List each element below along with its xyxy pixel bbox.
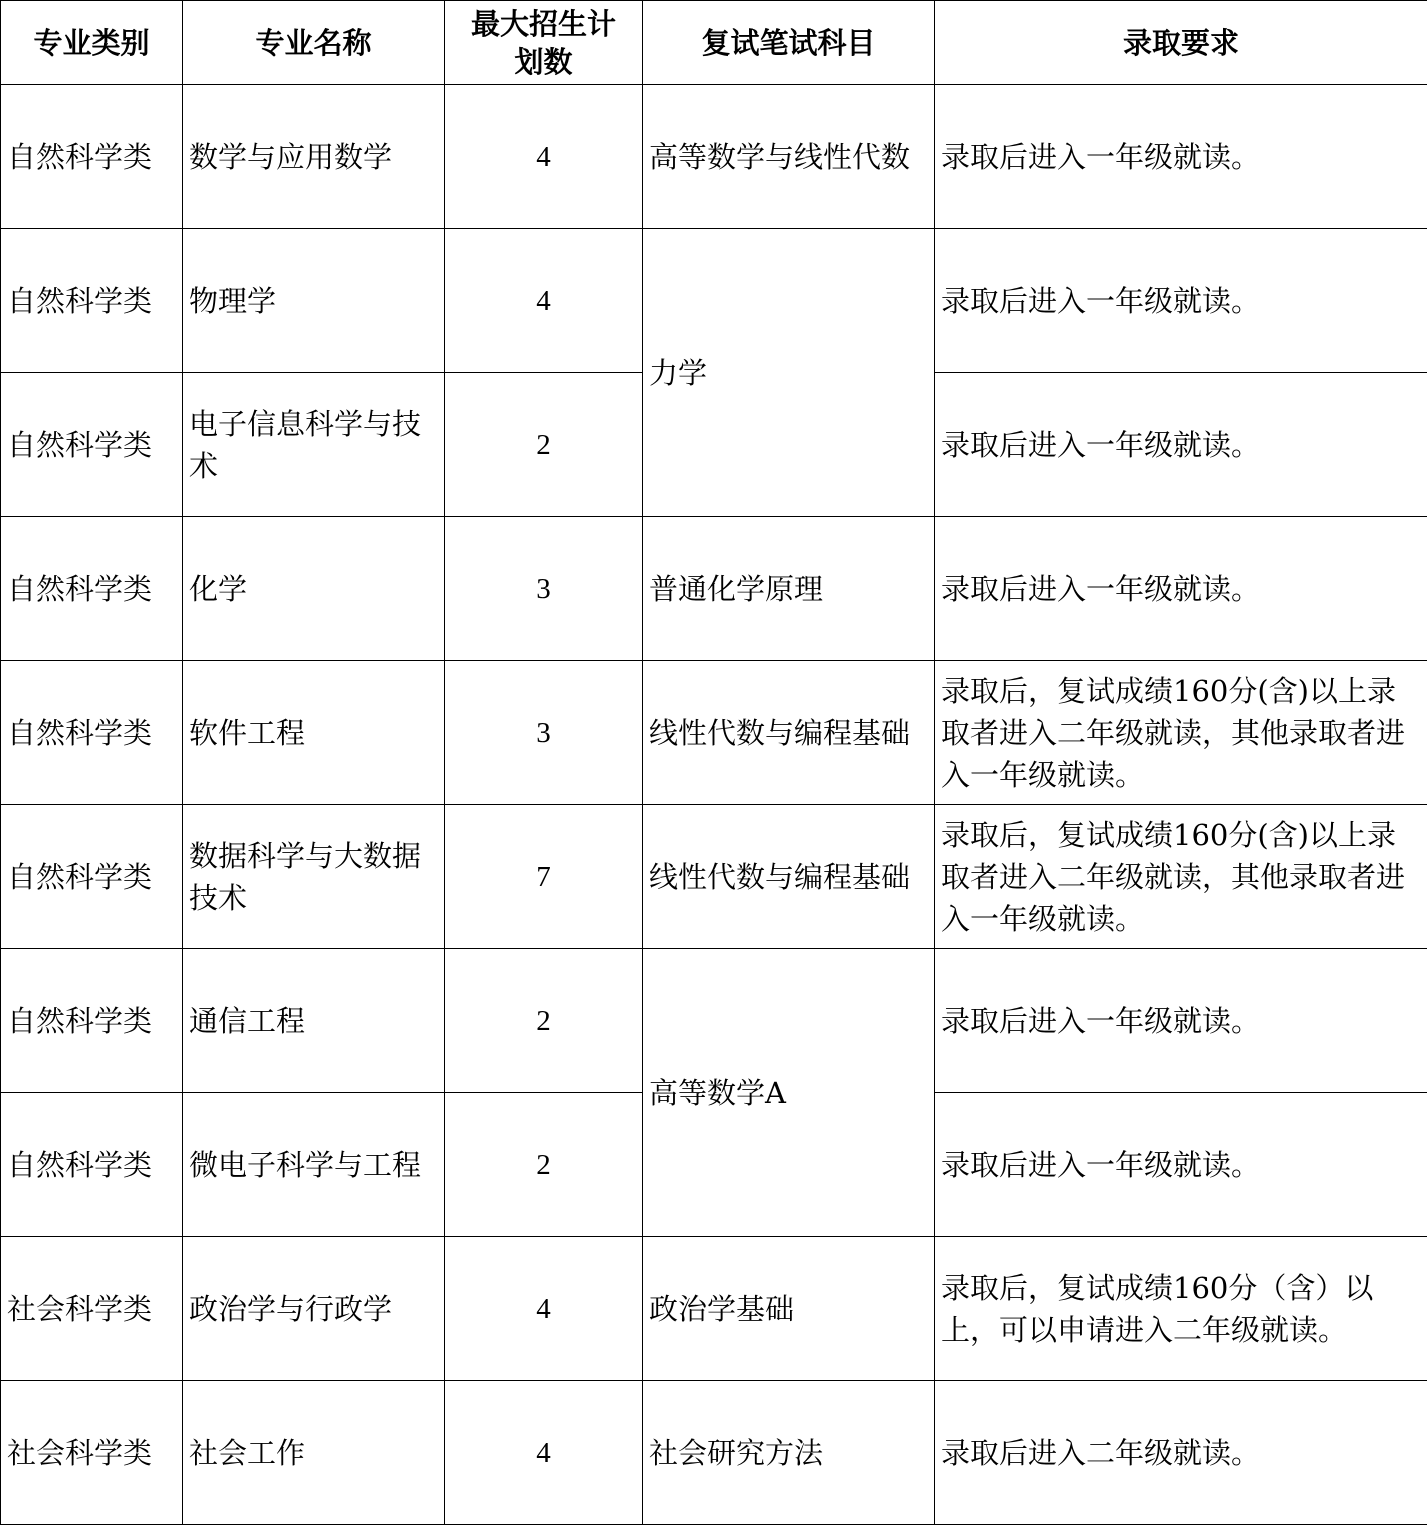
requirement-cell: 录取后进入一年级就读。 bbox=[935, 229, 1427, 373]
table-row bbox=[1, 517, 1427, 661]
header-category: 专业类别 bbox=[1, 1, 183, 85]
exam-cell: 普通化学原理 bbox=[643, 517, 935, 661]
category-cell: 自然科学类 bbox=[1, 517, 183, 661]
major-cell: 数学与应用数学 bbox=[183, 85, 445, 229]
table-row bbox=[1, 229, 1427, 373]
major-cell: 政治学与行政学 bbox=[183, 1237, 445, 1381]
major-cell: 物理学 bbox=[183, 229, 445, 373]
requirement-cell: 录取后进入一年级就读。 bbox=[935, 373, 1427, 517]
requirement-cell: 录取后，复试成绩160分（含）以上，可以申请进入二年级就读。 bbox=[935, 1237, 1427, 1381]
category-cell: 社会科学类 bbox=[1, 1381, 183, 1525]
category-cell: 自然科学类 bbox=[1, 1093, 183, 1237]
exam-cell: 社会研究方法 bbox=[643, 1381, 935, 1525]
exam-cell: 政治学基础 bbox=[643, 1237, 935, 1381]
header-requirement: 录取要求 bbox=[935, 1, 1427, 85]
quota-cell: 4 bbox=[445, 1381, 643, 1525]
requirement-cell: 录取后进入一年级就读。 bbox=[935, 517, 1427, 661]
header-quota: 最大招生计划数 bbox=[445, 1, 643, 85]
major-cell: 化学 bbox=[183, 517, 445, 661]
exam-cell: 力学 bbox=[643, 229, 935, 517]
quota-cell: 2 bbox=[445, 949, 643, 1093]
requirement-cell: 录取后进入一年级就读。 bbox=[935, 85, 1427, 229]
major-cell: 微电子科学与工程 bbox=[183, 1093, 445, 1237]
quota-cell: 2 bbox=[445, 1093, 643, 1237]
quota-cell: 4 bbox=[445, 229, 643, 373]
table-row bbox=[1, 1381, 1427, 1525]
requirement-cell: 录取后进入二年级就读。 bbox=[935, 1381, 1427, 1525]
quota-cell: 3 bbox=[445, 661, 643, 805]
major-cell: 数据科学与大数据技术 bbox=[183, 805, 445, 949]
quota-cell: 3 bbox=[445, 517, 643, 661]
exam-cell: 高等数学A bbox=[643, 949, 935, 1237]
exam-cell: 线性代数与编程基础 bbox=[643, 805, 935, 949]
requirement-cell: 录取后，复试成绩160分(含)以上录取者进入二年级就读，其他录取者进入一年级就读。 bbox=[935, 805, 1427, 949]
requirement-cell: 录取后进入一年级就读。 bbox=[935, 1093, 1427, 1237]
major-cell: 社会工作 bbox=[183, 1381, 445, 1525]
table-row bbox=[1, 805, 1427, 949]
requirement-cell: 录取后，复试成绩160分(含)以上录取者进入二年级就读，其他录取者进入一年级就读。 bbox=[935, 661, 1427, 805]
category-cell: 自然科学类 bbox=[1, 85, 183, 229]
category-cell: 社会科学类 bbox=[1, 1237, 183, 1381]
exam-cell: 高等数学与线性代数 bbox=[643, 85, 935, 229]
quota-cell: 7 bbox=[445, 805, 643, 949]
table-row bbox=[1, 1237, 1427, 1381]
quota-cell: 4 bbox=[445, 1237, 643, 1381]
requirement-cell: 录取后进入一年级就读。 bbox=[935, 949, 1427, 1093]
major-cell: 通信工程 bbox=[183, 949, 445, 1093]
header-row bbox=[1, 1, 1427, 85]
category-cell: 自然科学类 bbox=[1, 229, 183, 373]
header-major: 专业名称 bbox=[183, 1, 445, 85]
major-cell: 软件工程 bbox=[183, 661, 445, 805]
category-cell: 自然科学类 bbox=[1, 373, 183, 517]
category-cell: 自然科学类 bbox=[1, 805, 183, 949]
category-cell: 自然科学类 bbox=[1, 949, 183, 1093]
header-exam: 复试笔试科目 bbox=[643, 1, 935, 85]
table-row bbox=[1, 661, 1427, 805]
table-row bbox=[1, 949, 1427, 1093]
major-cell: 电子信息科学与技术 bbox=[183, 373, 445, 517]
exam-cell: 线性代数与编程基础 bbox=[643, 661, 935, 805]
quota-cell: 2 bbox=[445, 373, 643, 517]
table-row bbox=[1, 85, 1427, 229]
category-cell: 自然科学类 bbox=[1, 661, 183, 805]
quota-cell: 4 bbox=[445, 85, 643, 229]
